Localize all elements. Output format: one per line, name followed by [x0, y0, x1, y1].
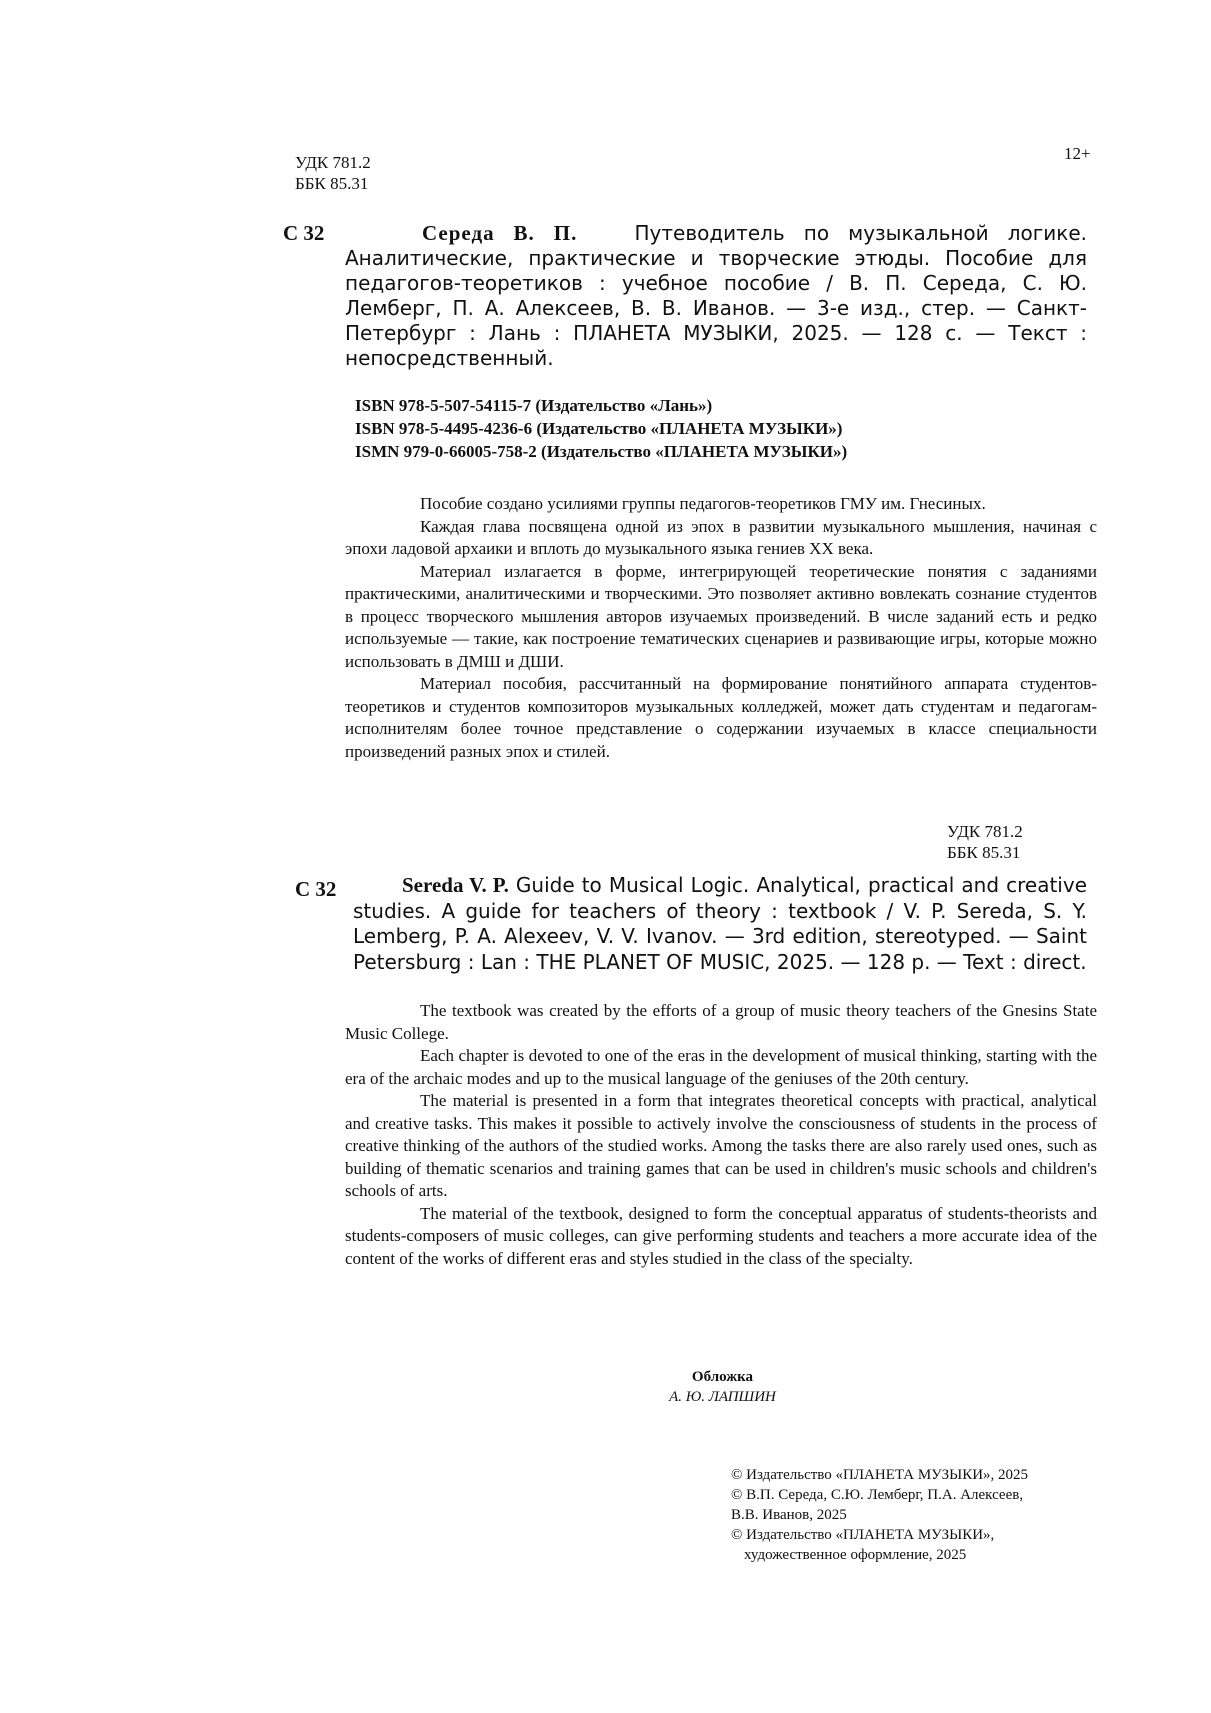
- ru-bibliographic-record: [345, 221, 1087, 371]
- en-annotation: [345, 1000, 1097, 1270]
- ru-annotation-paragraph: Материал пособия, рассчитанный на формирование понятийного аппарата студентов-теоретиков и студентов композиторов музыкальных колледжей, может дать студентам и педагогам-исполнителям более точное представление о содержании изучаемых в классе специальности произведений разных эпох и стилей.: [345, 674, 1097, 761]
- cover-label: Обложка: [691, 1369, 754, 1385]
- en-annotation-paragraph: The textbook was created by the efforts of a group of music theory teachers of the Gnesins State Music College.: [345, 1001, 1097, 1043]
- copyright-line: © Издательство «ПЛАНЕТА МУЗЫКИ»,: [731, 1527, 995, 1543]
- ru-author-name: Середа В. П.: [422, 221, 578, 245]
- en-author-sign: С 32: [295, 877, 337, 901]
- ru-annotation-paragraph: Каждая глава посвящена одной из эпох в развитии музыкального мышления, начиная с эпохи ладовой архаики и вплоть до музыкального языка гениев XX века.: [345, 516, 1097, 558]
- ru-record-description: Путеводитель по музыкальной логике. Аналитические, практические и творческие этюды. Пособие для педагогов-теоретиков : учебное пособие / В. П. Середа, С. Ю. Лемберг, П. А. Алексеев, В. В. Иванов. — 3-е изд., стер. — Санкт-Петербург : Лань : ПЛАНЕТА МУЗЫКИ, 2025. — 128 с. — Текст : непосредственный.: [345, 221, 1087, 370]
- ismn-planet: ISMN 979-0-66005-758-2 (Издательство «ПЛАНЕТА МУЗЫКИ»): [355, 442, 848, 461]
- ru-author-sign: С 32: [283, 221, 325, 245]
- bbk-code: ББК 85.31: [295, 174, 369, 193]
- copyright-line: В.В. Иванов, 2025: [731, 1507, 847, 1523]
- en-record-description: Guide to Musical Logic. Analytical, practical and creative studies. A guide for teachers of theory : textbook / V. P. Sereda, S. Y. Lemberg, P. A. Alexeev, V. V. Ivanov. — 3rd edition, stereotyped. — Saint Petersburg : Lan : THE PLANET OF MUSIC, 2025. — 128 p. — Text : direct.: [353, 873, 1088, 974]
- en-author-name: Sereda V. P.: [402, 873, 509, 897]
- copyright-line: © В.П. Середа, С.Ю. Лемберг, П.А. Алексеев,: [731, 1487, 1024, 1503]
- udk-bbk-mid: [947, 821, 1023, 863]
- ru-annotation-paragraph: Пособие создано усилиями группы педагогов-теоретиков ГМУ им. Гнесиных.: [420, 494, 986, 513]
- bbk-code-en: ББК 85.31: [947, 843, 1021, 862]
- ru-annotation-paragraph: Материал излагается в форме, интегрирующей теоретические понятия с заданиями практическими, аналитическими и творческими. Это позволяет активно вовлекать сознание студентов в процесс творческого мышления авторов изучаемых произведений. В числе заданий есть и редко используемые — такие, как построение тематических сценариев и развивающие игры, которые можно использовать в ДМШ и ДШИ.: [345, 561, 1097, 671]
- copyright-line: художественное оформление, 2025: [744, 1547, 967, 1563]
- age-rating: 12+: [1064, 144, 1091, 163]
- en-annotation-paragraph: The material is presented in a form that integrates theoretical concepts with practical, analytical and creative tasks. This makes it possible to actively involve the consciousness of students in the process of creative thinking of the authors of the studied works. Among the tasks there are also rarely used ones, such as building of thematic scenarios and training games that can be used in children's music schools and children's schools of arts.: [345, 1091, 1097, 1200]
- en-annotation-paragraph: The material of the textbook, designed to form the conceptual apparatus of students-theorists and students-composers of music colleges, can give performing students and teachers a more accurate idea of the content of the works of different eras and styles studied in the class of the specialty.: [345, 1203, 1097, 1268]
- ru-annotation: [345, 493, 1097, 763]
- en-annotation-paragraph: Each chapter is devoted to one of the eras in the development of musical thinking, starting with the era of the archaic modes and up to the musical language of the geniuses of the 20th century.: [345, 1046, 1097, 1088]
- udk-code-en: УДК 781.2: [947, 822, 1023, 841]
- isbn-planet: ISBN 978-5-4495-4236-6 (Издательство «ПЛАНЕТА МУЗЫКИ»): [355, 419, 843, 438]
- isbn-lan: ISBN 978-5-507-54115-7 (Издательство «Лань»): [355, 396, 713, 415]
- en-bibliographic-record: [353, 873, 1087, 975]
- cover-artist: А. Ю. ЛАПШИН: [669, 1389, 776, 1405]
- copyright-block: [731, 1465, 1028, 1565]
- copyright-line: © Издательство «ПЛАНЕТА МУЗЫКИ», 2025: [731, 1467, 1029, 1483]
- udk-code: УДК 781.2: [295, 153, 371, 172]
- udk-bbk-top: [295, 152, 371, 194]
- isbn-list: [355, 394, 847, 463]
